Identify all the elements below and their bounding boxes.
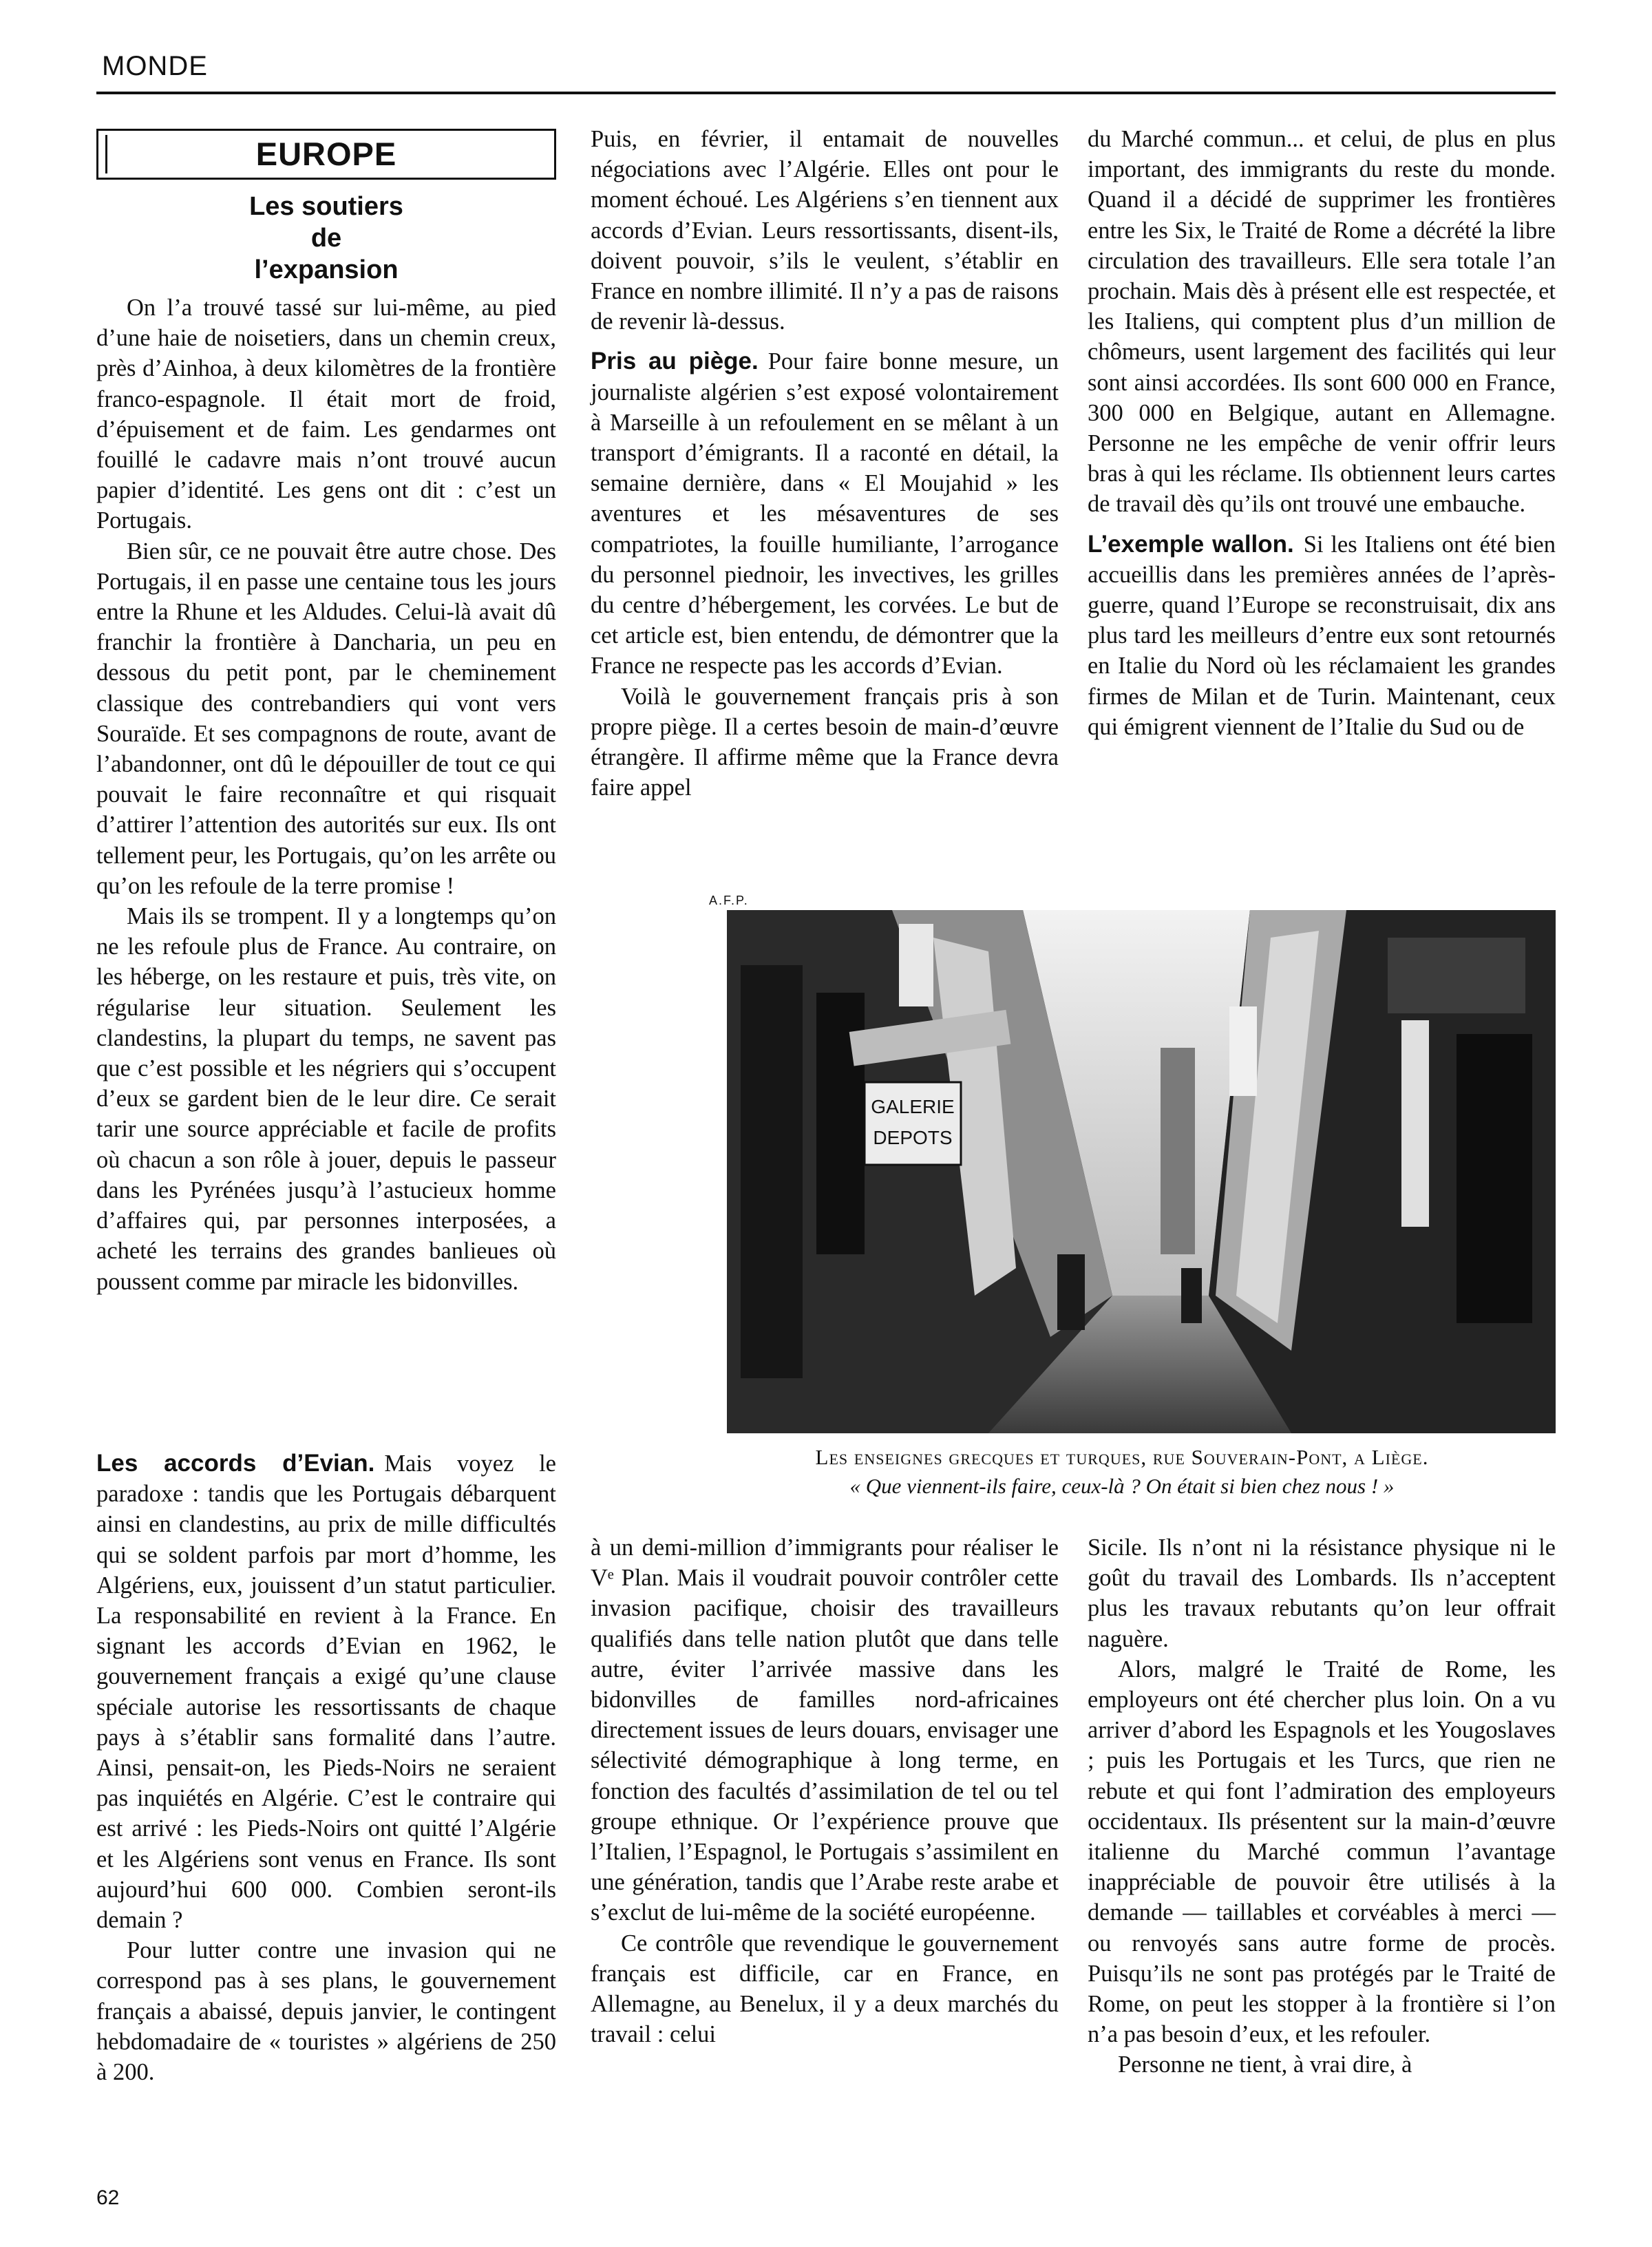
paragraph: Bien sûr, ce ne pouvait être autre chose. Des Portugais, il en passe une centaine tous les jours entre la Rhune et les Aldudes. Celui-là avait dû franchir la frontière à Dancharia, un peu en dessous du petit pont, par le cheminement classique des contrebandiers qui vont vers Souraïde. Et ses compagnons de route, avant de l’abandonner, ont dû le dépouiller de tout ce qui pouvait le faire reconnaître et qui risquait d’attirer l’attention des autorités sur eux. Ils ont tellement peur, les Portugais, qu’on les arrête ou qu’on les refoule de la terre promise ! <box>96 538 556 899</box>
region-box <box>96 129 556 180</box>
headline-line: de <box>310 224 342 253</box>
subhead-piege: Pris au piège. <box>591 348 759 375</box>
paragraph: Personne ne tient, à vrai dire, à <box>1118 2051 1412 2078</box>
article-headline <box>96 191 556 286</box>
column-a-top <box>96 129 556 1297</box>
column-b-top <box>591 124 1059 803</box>
header-rule <box>96 92 1556 94</box>
paragraph: Mais ils se trompent. Il y a longtemps qu’on ne les refoule plus de France. Au contraire, on les héberge, on les restaure et puis, très vite, on régularise leur situation. Seulement les clandestins, la plupart du temps, ne savent pas que c’est possible et les négriers qui s’occupent d’eux se gardent bien de le leur dire. Ce serait tarir une source appréciable et facile de profits où chacun a son rôle à jouer, depuis le passeur dans les Pyrénées jusqu’à l’astucieux homme d’affaires qui, par personnes interposées, a acheté les terrains des grandes banlieues où poussent comme par miracle les bidonvilles. <box>96 903 556 1295</box>
photo-caption <box>647 1443 1597 1501</box>
column-c-top <box>1088 124 1556 742</box>
subhead-wallon: L’exemple wallon. <box>1088 530 1294 558</box>
paragraph: à un demi-million d’immigrants pour réaliser le Vᵉ Plan. Mais il voudrait pouvoir contrôler cette invasion pacifique, choisir des travailleurs qualifiés dans telle nation plutôt que dans telle autre, éviter l’arrivée massive dans les bidonvilles de familles nord-africaines directement issues de leurs douars, envisager une sélectivité démographique à long terme, en fonction des facultés d’assimilation de tel ou tel groupe ethnique. Or l’expérience prouve que l’Italien, l’Espagnol, le Portugais s’assimilent en une génération, tandis que l’Arabe reste arabe et s’exclut de lui-même de la société européenne. <box>591 1534 1059 1926</box>
paragraph: Ce contrôle que revendique le gouvernement français est difficile, car en France, en Allemagne, au Benelux, il y a deux marchés du travail : celui <box>591 1930 1059 2048</box>
headline-line: l’expansion <box>254 255 399 284</box>
paragraph: Puis, en février, il entamait de nouvelles négociations avec l’Algérie. Elles ont pour le moment échoué. Les Algériens s’en tiennent aux accords d’Evian. Leurs ressortissants, disent-ils, doivent pouvoir, s’ils le veulent, s’établir en France en nombre illimité. Il n’y a pas de raisons de revenir là-dessus. <box>591 126 1059 335</box>
paragraph: du Marché commun... et celui, de plus en plus important, des immigrants du reste du monde. Quand il a décidé de supprimer les frontières entre les Six, le Traité de Rome a décrété la libre circulation des travailleurs. Elle sera totale l’an prochain. Mais dès à présent elle est respectée, et les Italiens, qui comptent plus d’un million de chômeurs, usent largement des facilités qui leur sont ainsi accordées. Ils sont 600 000 en France, 300 000 en Belgique, autant en Allemagne. Personne ne les empêche de venir offrir leurs bras à qui les réclame. Ils obtiennent leurs cartes de travail dès qu’ils ont trouvé une embauche. <box>1088 126 1556 518</box>
subhead-evian: Les accords d’Evian. <box>96 1450 375 1477</box>
paragraph: Pour lutter contre une invasion qui ne correspond pas à ses plans, le gouvernement français a abaissé, depuis janvier, le contingent hebdomadaire de « touristes » algériens de 250 à 200. <box>96 1937 556 2086</box>
photo-credit: A.F.P. <box>709 894 749 907</box>
page-number: 62 <box>96 2186 120 2209</box>
headline-line: Les soutiers <box>249 192 403 221</box>
caption-line-2: « Que viennent-ils faire, ceux-là ? On était si bien chez nous ! » <box>849 1474 1395 1498</box>
street-photo-image <box>727 910 1556 1433</box>
paragraph: Sicile. Ils n’ont ni la résistance physique ni le goût du travail des Lombards. Ils n’acceptent plus les travaux rebutants qu’on leur offrait naguère. <box>1088 1534 1556 1652</box>
sign-depots-text: DEPOTS <box>873 1127 953 1148</box>
column-c-bottom <box>1088 1532 1556 2080</box>
street-photo <box>727 910 1556 1433</box>
column-b-bottom <box>591 1532 1059 2049</box>
paragraph <box>96 1448 556 1935</box>
paragraph <box>1088 529 1556 742</box>
paragraph: Alors, malgré le Traité de Rome, les employeurs ont été chercher plus loin. On a vu arriver d’abord les Espagnols et les Yougoslaves ; puis les Portugais et les Turcs, que rien ne rebute et qui font l’admiration des employeurs occidentaux. Ils présentent sur la main-d’œuvre italienne du Marché commun l’avantage inappréciable de pouvoir être utilisés à la demande — taillables et corvéables à merci — ou renvoyés sans autre forme de procès. Puisqu’ils ne sont pas protégés par le Traité de Rome, on peut les stopper à la frontière si l’on n’a pas besoin d’eux, et les refouler. <box>1088 1656 1556 2048</box>
paragraph: On l’a trouvé tassé sur lui-même, au pied d’une haie de noisetiers, dans un chemin creux, près d’Ainhoa, à deux kilomètres de la frontière franco-espagnole. Il était mort de froid, d’épuisement et de faim. Les gendarmes ont fouillé le cadavre mais n’ont trouvé aucun papier d’identité. Les gens ont dit : c’est un Portugais. <box>96 295 556 534</box>
paragraph-text: Mais voyez le paradoxe : tandis que les Portugais débarquent ainsi en clandestins, au prix de mille difficultés qui se soldent parfois par mort d’homme, les Algériens, eux, jouissent d’un statut particulier. La responsabilité en revient à la France. En signant les accords d’Evian en 1962, le gouvernement français a exigé qu’une clause spéciale autorise les ressortissants de chaque pays à s’établir sans formalité dans l’autre. Ainsi, pensait-on, les Pieds-Noirs ne seraient pas inquiétés en Algérie. C’est le contraire qui est arrivé : les Pieds-Noirs ont quitté l’Algérie et les Algériens sont venus en France. Ils sont aujourd’hui 600 000. Combien seront-ils demain ? <box>96 1450 556 1934</box>
paragraph-text: Pour faire bonne mesure, un journaliste algérien s’est exposé volontairement à Marseille à un refoulement en se mêlant à un transport d’émigrants. Il a raconté en détail, la semaine dernière, dans « El Moujahid » les aventures et les mésaventures de ses compatriotes, la fouille humiliante, l’arrogance du personnel piednoir, les invectives, les grilles du centre d’hébergement, les corvées. Le but de cet article est, bien entendu, de démontrer que la France ne respecte pas les accords d’Evian. <box>591 348 1059 679</box>
caption-line-1: Les enseignes grecques et turques, rue Souverain-Pont, a Liège. <box>815 1445 1429 1469</box>
column-a-bottom <box>96 1448 556 2087</box>
paragraph-text: Si les Italiens ont été bien accueillis dans les premières années de l’après-guerre, quand l’Europe se reconstruisait, dix ans plus tard les meilleurs d’entre eux sont retournés en Italie du Nord où les réclamaient les grandes firmes de Milan et de Turin. Maintenant, ceux qui émigrent viennent de l’Italie du Sud ou de <box>1088 531 1556 740</box>
sign-galerie-text: GALERIE <box>871 1096 955 1117</box>
region-title: EUROPE <box>255 136 397 172</box>
paragraph <box>591 346 1059 681</box>
section-label: MONDE <box>102 51 208 81</box>
paragraph: Voilà le gouvernement français pris à son propre piège. Il a certes besoin de main-d’œuvre étrangère. Il affirme même que la France devra faire appel <box>591 683 1059 801</box>
